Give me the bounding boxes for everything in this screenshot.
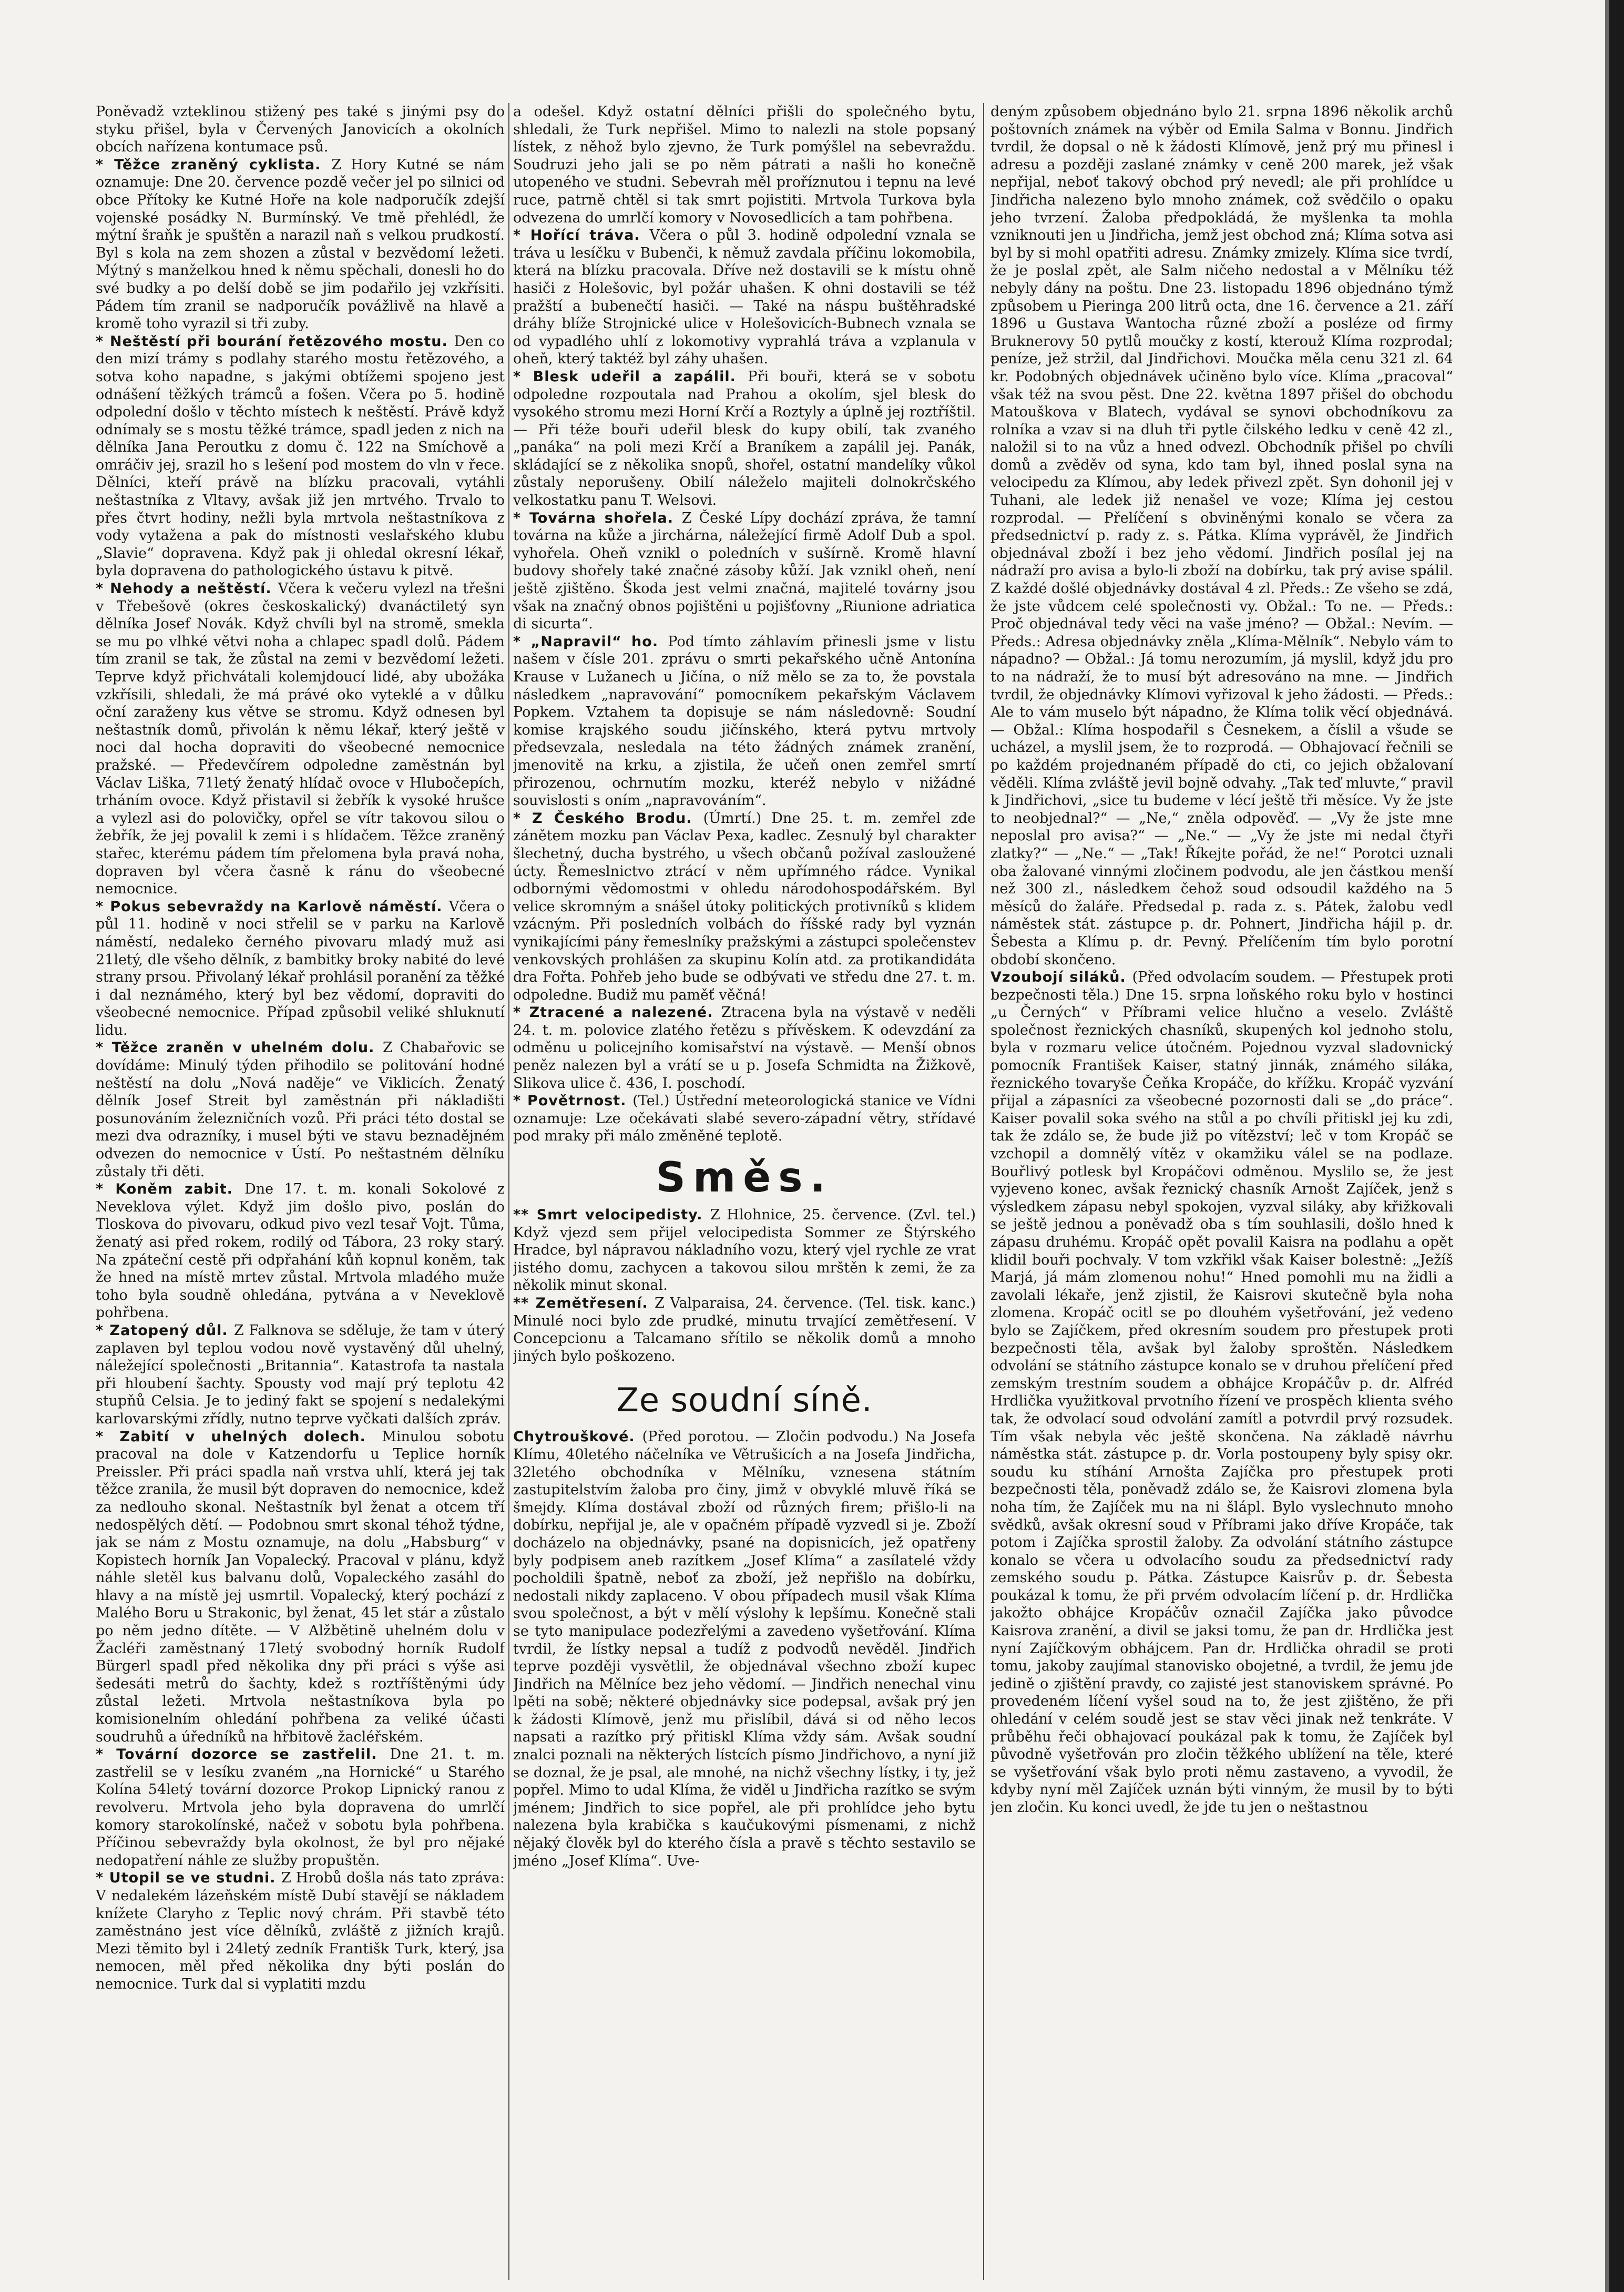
article-heading: * Továrna shořela.: [513, 510, 682, 526]
article-heading: Chytrouškové.: [513, 1429, 642, 1445]
article: [513, 1295, 976, 1365]
article-text: (Před odvolacím soudem. — Přestupek proti bezpečnosti těla.) Dne 15. srpna loňského roku bylo v hostinci „u Černých“ v Příbrami velice hlučno a veselo. Zvláště společnost řeznických chasníků, skupených kol jednoho stolu, byla v rozmaru velice útočném. Pojednou vyzval sladovnický pomocník František Kaiser, statný jinnák, známého siláka, řeznického tovaryše Čeňka Kropáče, do křížku. Kropáč vyzvání přijal a zápasníci za všeobecné pozornosti dali se „do práce“. Kaiser povalil soka svého na stůl a po chvíli přitiskl jej ku zdi, tak že zdálo se, že bude již po vítězství; leč v tom Kropáč se vzchopil a domnělý vítěz v okamžiku válel se na podlaze. Bouřlivý potlesk byl Kropáčovi odměnou. Myslilo se, že jest vyjeveno konec, avšak řeznický chasník Arnošt Zajíček, jenž s výsledkem zápasu nebyl spokojen, vyzval siláky, aby křižkovali se ještě jednou a poněvadž oba s tím souhlasili, došlo hned k zápasu druhému. Kropáč opět povalil Kaisra na podlahu a opět klidil bouři pochvaly. V tom vzkřikl však Kaiser bolestně: „Ježíš Marjá, já mám zlomenou nohu!“ Hned pomohli mu na židli a zavolali lékaře, jenž zjistil, že Kaisrovi skutečně byla noha zlomena. Kropáč ocitl se po dlouhém vyšetřování, jež vedeno bylo se Zajíčkem, před okresním soudem pro přestupek proti bezpečnosti těla, avšak byl žaloby sproštěn. Následkem odvolání se státního zástupce konalo se v druhou přelíčení před zemským trestním soudem a obhájce Kropáčův p. dr. Alfréd Hrdlička využitkoval prvotního řízení ve prospěch klienta svého tak, že odvolací soud odvolání zamítl a potvrdil prvý rozsudek. Tím však nebyla věc ještě skončena. Na základě návrhu náměstka stát. zástupce p. dr. Vorla postoupeny byly spisy okr. soudu ku stíhání Arnošta Zajíčka pro přestupek proti bezpečnosti těla, poněvadž zdálo se, že Kaisrovi zlomena byla noha tím, že Zajíček mu na ni šlápl. Bylo vyslechnuto mnoho svědků, avšak okresní soud v Příbrami jako dříve Kropáče, tak potom i Zajíčka sprostil žaloby. Za odvolání státního zástupce konalo se včera u odvolacího soudu za předsednictví rady zemského soudu p. Pátka. Zástupce Kaisrův p. dr. Šebesta poukázal k tomu, že při prvém odvolacím líčení p. dr. Hrdlička jakožto obhájce Kropáčův označil Zajíčka jako původce Kaisrova zranění, a divil se jaksi tomu, že pan dr. Hrdlička jest nyní Zajíčkovým obhájcem. Pan dr. Hrdlička ohradil se proti tomu, jakoby zaujímal stanovisko obojetné, a tvrdil, že jemu jde jedině o zjištění pravdy, co zajisté jest stanoviskem správné. Po provedeném líčení vyšel soud na to, že jest zjištěno, že při ohledání v celém soudě jest se stav věci jinak než tenkráte. V průběhu řeči obhajovací poukázal pak k tomu, že Zajíček byl původně vyšetřován pro zločin těžkého ublížení na těle, které se vyšetřování však bylo proti němu zastaveno, a vyvodil, že kdyby nyní měl Zajíček uznán býti vinným, že musil by to býti jen zločin. Ku konci uvedl, že jde tu jen o neštastnou: [990, 969, 1453, 1816]
article-text: Včera o půl 11. hodině v noci střelil se v parku na Karlově náměstí, nedaleko černého pivovaru mladý muž asi 21letý, dle všeho dělník, z bambitky broky nabité do levé strany prsou. Přivolaný lékař prohlásil poranění za těžké i dal neznámého, který byl bez vědomí, dopraviti do všeobecné nemocnice. Případ způsobil veliké shluknutí lidu.: [96, 898, 505, 1038]
article: [990, 103, 1453, 969]
article-text: Z Chabařovic se dovídáme: Minulý týden přihodilo se politování hodné neštěstí na dolu „Nová naděje“ ve Viklicích. Ženatý dělník Josef Streit byl zaměstnán při nákladišti posunováním železničních vozů. Při práci této dostal se mezi dva odrazníky, i musel býti ve stavu beznadějném odvezen do nemocnice v Ústí. Po neštastném dělníku zůstaly tři děti.: [96, 1040, 505, 1180]
article-heading: Vzoubojí siláků.: [990, 969, 1132, 986]
article-heading: * Blesk udeřil a zapálil.: [513, 368, 748, 385]
article-heading: * Ztracené a nalezené.: [513, 1004, 721, 1021]
article: [990, 969, 1453, 1817]
article-heading: ** Zemětřesení.: [513, 1295, 655, 1311]
article: [513, 1206, 976, 1295]
article: [513, 103, 976, 227]
article-heading: * Nehody a neštěstí.: [96, 580, 278, 597]
article-heading: * Těžce zraněný cyklista.: [96, 156, 332, 173]
article-text: Pod tímto záhlavím přinesli jsme v listu našem v čísle 201. zprávu o smrti pekařského učně Antonína Krause v Lužanech u Jičína, o níž mělo se za to, že povstala následkem „napravování“ pomocníkem pekařským Václavem Popkem. Vztahem ta dopisuje se nám následovně: Soudní komise krajského soudu jičínského, která pytvu mrtvoly předsevzala, nesledala na této žádných známek zranění, jmenovitě na krku, a zjistila, že učeň onen zemřel smrtí přirozenou, ochrnutím mozku, kteréž nebylo v nižádné souvislosti s oním „napravováním“.: [513, 633, 976, 809]
article-text: Ztracena byla na výstavě v neděli 24. t. m. polovice zlatého řetězu s přívěskem. K odevzdání za odměnu u policejního komisařství na výstavě. — Menší obnos peněz nalezen byl a vrátí se u p. Josefa Schmidta na Žižkově, Slikova ulice č. 436, I. poschodí.: [513, 1004, 976, 1092]
article: [513, 810, 976, 1004]
section-title: Ze soudní síně.: [616, 1381, 873, 1420]
article-text: (Tel.) Ústřední meteorologická stanice ve Vídni oznamuje: Lze očekávati slabé severo-západní větry, střídavé pod mraky při málo změněné teplotě.: [513, 1093, 976, 1145]
article-text: (Před porotou. — Zločin podvodu.) Na Josefa Klímu, 40letého náčelníka ve Větrušicích a na Josefa Jindřicha, 32letého obchodníka v Mělníku, vznesena státním zastupitelstvím žaloba pro činy, jimž v obvyklé mluvě říká se šmejdy. Klíma dostával zboží od různých firem; přišlo-li na dobírku, nepřijal je, ale v opačném případě vyzvedl si je. Zboží docházelo na objednávky, psané na dopisnicích, jež opatřeny byly podpisem aneb razítkem „Josef Klíma“ a zasílatelé vždy pocholdili špatně, neboť za zboží, jež nepřišlo na dobírku, nedostali nikdy zaplaceno. V obou případech musil však Klíma svou společnost, a být v mělí výslohy k lepšímu. Konečně stali se tyto manipulace podezřelými a zavedeno vyšetřování. Klíma tvrdil, že lístky nepsal a tudíž z podvodů nevěděl. Jindřich teprve později vysvětlil, že objednával všechno zboží kupec Jindřich na Mělníce bez jeho vědomí. — Jindřich nenechal vinu lpěti na sobě; některé objednávky sice podepsal, avšak prý jen k žádosti Klímově, jenž mu přislíbil, dává si od něho lecos napsati a razítko prý přitiskl Klíma vždy sám. Avšak soudní znalci poznali na některých lístcích písmo Jindřichovo, a nyní již se doznal, že je psal, ale mnohé, na nichž všechny lístky, i ty, jež popřel. Mimo to udal Klíma, že viděl u Jindřicha razítko se svým jménem; Jindřich to sice popřel, ale při prohlídce jeho bytu nalezena byla krabička s kaučukovými písmenami, z nichž nějaký člověk byl do kterého čísla a pravě s těchto sestavilo se jméno „Josef Klíma“. Uve-: [513, 1429, 976, 1869]
article-text: Včera o půl 3. hodině odpolední vznala se tráva u lesíčku v Bubenči, k němuž zavdala příčinu lokomobila, která na blízku pracovala. Dříve než dostavili se k místu ohně hasiči z Holešovic, byl požár uhašen. K ohni dostavili se též pražští a bubenečtí hasiči. — Také na náspu buštěhradské dráhy blíže Strojnické ulice v Holešovicích-Bubnech vznala se od vypadlého uhlí z lokomotivy vyprahlá tráva a vzplanula v oheň, který taktéž byl záhy uhašen.: [513, 227, 976, 368]
article-text: deným způsobem objednáno bylo 21. srpna 1896 několik archů poštovních známek na výběr od Emila Salma v Bonnu. Jindřich tvrdil, že dopsal o ně k žádosti Klímově, jenž prý mu přinesl i adresu a později zaslané známky v ceně 200 marek, jež však nepřijal, neboť takový obchod prý nevedl; ale při prohlídce u Jindřicha nalezeno bylo mnoho známek, což svědčilo o opaku jeho tvrzení. Žaloba předpokládá, že myšlenka ta mohla vzniknouti jen u Jindřicha, jemž jest obchod zná; Klíma sotva asi byl by si mohl opatřiti adresu. Známky zmizely. Klíma sice tvrdí, že je poslal zpět, ale Salm ničeho nedostal a v Mělníku též nebyly dány na poštu. Dne 23. listopadu 1896 objednáno týmž způsobem u Pieringa 200 litrů octa, dne 16. července a 21. září 1896 u Gustava Wantocha různé zboží a posléze od firmy Bruknerovy 50 pytlů moučky z kostí, kterouž Klíma rozprodal; peníze, jež stržil, dal Jindřichovi. Moučka měla cenu 321 zl. 64 kr. Podobných objednávek učiněno bylo více. Klíma „pracoval“ však též na svou pěst. Dne 22. května 1897 přišel do obchodu Matouškova v Blatech, vydával se synovi obchodníkovu za rolníka a vzav si na dluh tři pytle čilského ledku v ceně 42 zl., naložil si to na vůz a hned odvezl. Obchodník přišel po chvíli domů a zvěděv od syna, kdo tam byl, ihned poslal syna na velocipedu za Klímou, aby ledek přivezl zpět. Syn dohonil jej v Tuhani, ale ledek již nenašel ve voze; Klíma jej cestou rozprodal. — Přelíčení s obviněnými konalo se včera za předsednictví p. rady z. s. Pátka. Klíma vyprávěl, že Jindřich objednával zboží i bez jeho vědomí. Jindřich posílal jej na nádraží pro avisa a bylo-li zboží na dobírku, tak prý avise spálil. Z každé došlé objednávky dostával 4 zl. Předs.: Ze všeho se zdá, že jste vůdcem celé společnosti vy. Obžal.: To ne. — Předs.: Proč objednával tedy věci na vaše jméno? — Obžal.: Nevím. — Předs.: Adresa objednávky zněla „Klíma-Mělník“. Nebylo vám to nápadno? — Obžal.: Já tomu nerozumím, já myslil, když jdu pro to na nádraží, že to musí být adresováno na mne. — Jindřich tvrdil, že objednávky Klímovi vyřizoval k jeho žádosti. — Předs.: Ale to vám muselo být nápadno, že Klíma tolik věcí objednává. — Obžal.: Klíma hospodařil s Česnekem, a číslil a všude se ucházel, a myslil jsem, že to rozprodá. — Obhajovací řečnili se po každém projednaném případě do cti, co jejich obžalovaní věděli. Klíma zvláště jevil bojně odvahy. „Tak teď mluvte,“ pravil k Jindřichovi, „sice tu budeme v lécí ještě tři měsíce. Vy že jste to neobjednal?“ — „Ne,“ zněla odpověď. — „Vy že jste mne neposlal pro avisa?“ — „Ne.“ — „Vy že jste mi nedal čtyři zlatky?“ — „Ne.“ — „Tak! Říkejte pořád, že ne!“ Porotci uznali oba žalované vinnými zločinem podvodu, ale jen částkou menší než 300 zl., následkem čehož soud odsoudil každého na 5 měsíců do žaláře. Předsedal p. rada z. s. Pátek, žalobu vedl náměstek stát. zástupce p. dr. Pohnert, Jindřicha hájil p. dr. Šebesta a Klímu p. dr. Pevný. Přelíčením tím bylo porotní období skončeno.: [990, 104, 1453, 968]
article-text: Minulou sobotu pracoval na dole v Katzendorfu u Teplice horník Preissler. Při práci spadla naň vrstva uhlí, která jej tak těžce zranila, že musil být dopraven do nemocnice, kdež za nedlouho skonal. Neštastník byl ženat a otcem tří nedospělých dětí. — Podobnou smrt skonal téhož týdne, jak se nám z Mostu oznamuje, na dolu „Habsburg“ v Kopistech horník Jan Vopalecký. Pracoval v plánu, když náhle sletěl kus balvanu dolů, Vopaleckého zasáhl do hlavy a na místě jej usmrtil. Vopalecký, který pochází z Malého Boru u Strakonic, byl ženat, 45 let stár a zůstalo po něm jedno dítěte. — V Alžbětině uhelném dolu v Žacléři zaměstnaný 17letý svobodný horník Rudolf Bürgerl spadl před několika dny při práci s výše asi šedesáti metrů do šachty, kdež s roztříštěnými údy zůstal ležeti. Mrtvola neštastníkova byla po komisionelním ohledání pohřbena za veliké účasti soudruhů a úředníků na hřbitově žacléřském.: [96, 1428, 505, 1745]
article-text: (Úmrtí.) Dne 25. t. m. zemřel zde zánětem mozku pan Václav Pexa, kadlec. Zesnulý byl charakter šlechetný, ducha bystrého, u všech občanů požíval zasloužené úcty. Řemeslnictvo ztrácí v něm upřímného rádce. Vynikal odbornými vědomostmi v ohledu národohospodářském. Byl velice skromným a snášel útoky politických protivníků s klidem vzácným. Při posledních volbách do říšské rady byl vyznán vynikajícími pány řemeslníky pražskými a zástupci společenstev venkovských prohlášen za skupinu Kolín atd. za protikandidáta dra Fořta. Pohřeb jeho bude se odbývati ve středu dne 27. t. m. odpoledne. Budiž mu paměť věčná!: [513, 810, 976, 1003]
article: [513, 510, 976, 633]
article-text: Včera k večeru vylezl na třešni v Třebešově (okres českoskalický) dvanáctiletý syn dělníka Josef Novák. Když chvíli byl na stromě, smekla se mu po vlhké větvi noha a chlapec spadl dolů. Pádem tím zranil se tak, že zůstal na zemi v bezvědomí ležeti. Teprve když přichvátali kolemjdoucí lidé, aby ubožáka vzkřísili, shledali, že má právé oko vyteklé a v důlku oční zaraženy kus větve se stromu. Když odnesen byl neštastník domů, přivolán k němu lékař, který ještě v noci dal hocha dopraviti do všeobecné nemocnice pražské. — Předevčírem odpoledne zaměstnán byl Václav Liška, 71letý ženatý hlídač ovoce v Hlubočepích, trháním ovoce. Když přistavil si žebřík k vysoké hrušce a vylezl asi do polovičky, opřel se vítr takovou silou o žebřík, že jej povalil k zemi i s hlídačem. Těžce zraněný stařec, kterému pádem tím přelomena byla pravá noha, dopraven byl včera časně k ránu do všeobecné nemocnice.: [96, 580, 505, 898]
article-heading: * Pokus sebevraždy na Karlově náměstí.: [96, 898, 449, 915]
article-text: Dne 21. t. m. zastřelil se v lesíku zvaném „na Hornické“ u Starého Kolína 54letý tovární dozorce Prokop Lipnický ranou z revolveru. Mrtvola jeho byla dopravena do umrlčí komory starokolínské, načež v sobotu byla pohřbena. Příčinou sebevraždy byla okolnost, že byl pro nějaké nedopatření náhle ze služby propuštěn.: [96, 1746, 505, 1869]
article: [96, 1746, 505, 1869]
article-text: Z Falknova se sděluje, že tam v úterý zaplaven byl teplou vodou nově vystavěný důl uhelný, náležející společnosti „Britannia“. Katastrofa ta nastala při hloubení šachty. Spousty vod mají prý teplotu 42 stupňů Celsia. Je to jediný fakt se spojení s nedalekými karlovarskými zřídly, nutno teprve vyčkati dalších zpráv.: [96, 1322, 505, 1427]
article-heading: * Koněm zabit.: [96, 1181, 245, 1198]
article-heading: * Těžce zraněn v uhelném dolu.: [96, 1040, 383, 1056]
article-text: Z Hory Kutné se nám oznamuje: Dne 20. července pozdě večer jel po silnici od obce Přítoky ke Kutné Hoře na kole nadporučík zdejší vojenské posádky N. Burmínský. Ve tmě přehlédl, že mýtní šraňk je spuštěn a narazil naň s velkou prudkostí. Byl s kola na zem shozen a zůstal v bezvědomí ležeti. Mýtný s manželkou hned k němu spěchali, donesli ho do své budky a po delší době se jim podařilo jej vzkřísiti. Pádem tím zranil se nadporučík povážlivě na hlavě a kromě toho vyrazil si tři zuby.: [96, 156, 505, 332]
article: [96, 103, 505, 156]
article: [96, 156, 505, 333]
article-text: Z České Lípy dochází zpráva, že tamní továrna na kůže a jirchárna, náležející firmě Adolf Dub a spol. vyhořela. Oheň vznikl o poledních v sušírně. Kromě hlavní budovy shořely také značné zásoby kůží. Jak vznikl oheň, není ještě zjištěno. Škoda jest velmi značná, majitelé továrny jsou však na značný obnos pojištěni u pojišťovny „Riunione adriatica di sicurta“.: [513, 510, 976, 633]
page-edge-shadow: [1605, 0, 1609, 2292]
article-heading: * Utopil se ve studni.: [96, 1870, 282, 1887]
page-edge: [1609, 0, 1624, 2292]
article-text: Poněvadž vzteklinou stižený pes také s jinými psy do styku přišel, byla v Červených Janovicích a okolních obcích nařízena kontumace psů.: [96, 104, 505, 156]
article-heading: * Hořící tráva.: [513, 227, 650, 244]
article: [96, 898, 505, 1040]
column-3: [990, 103, 1453, 2280]
article-text: Dne 17. t. m. konali Sokolové z Neveklova výlet. Když jim došlo pivo, poslán do Tloskova do pivovaru, odkud pivo vezl tesař Vojt. Tůma, ženatý asi před rokem, rodilý od Tábora, 23 roky starý. Na zpáteční cestě při odpřahání kůň kopnul koněm, tak že hned na místě mrtev zůstal. Mrtvola mladého muže toho byla soudně ohledána, pytvána a v Neveklově pohřbena.: [96, 1181, 505, 1321]
article-heading: * Zabití v uhelných dolech.: [96, 1428, 382, 1445]
column-1: [96, 103, 505, 2280]
column-rule: [508, 103, 509, 2280]
article-text: Při bouři, která se v sobotu odpoledne rozpoutala nad Prahou a okolím, sjel blesk do vysokého stromu mezi Horní Krčí a Roztyly a úplně jej roztříštil. — Při téže bouři udeřil blesk do kupy obilí, tak zvaného „panáka“ na poli mezi Krčí a Braníkem a zapálil jej. Panák, skládající se z několika snopů, shořel, ostatní mandelíky vůkol zůstaly neporušeny. Obilí náleželo majiteli dolnokrčského velkostatku panu T. Welsovi.: [513, 368, 976, 509]
article: [513, 368, 976, 510]
article: [513, 1004, 976, 1092]
article: [513, 1092, 976, 1145]
article: [96, 333, 505, 580]
article: [96, 1322, 505, 1428]
article-text: Z Valparaisa, 24. července. (Tel. tisk. kanc.) Minulé noci bylo zde prudké, minutu trvající zemětřesení. V Concepcionu a Talcamano sřítilo se několik domů a mnoho jiných bylo poškozeno.: [513, 1295, 976, 1364]
article-heading: * „Napravil“ ho.: [513, 633, 668, 650]
article-text: Den co den mizí trámy s podlahy starého mostu řetězového, a sotva koho napadne, s jakými obtížemi spojeno jest odnášení těžkých trámců a fošen. Včera po 5. hodině odpolední došlo v těchto místech k neštěstí. Právě když odnímaly se s mostu těžké trámce, spadl jeden z nich na dělníka Jana Peroutku z domu č. 122 na Smíchově a omráčiv jej, srazil ho s lešení pod mostem do vln v řece. Dělníci, kteří právě na blízku pracovali, vytáhli neštastníka z Vltavy, avšak již jen mrtvého. Trvalo to přes čtvrt hodiny, nežli byla mrtvola neštastníkova z vody vytažena a pak do místnosti veslařského klubu „Slavie“ dopravena. Když pak ji ohledal okresní lékař, byla dopravena do pathologického ústavu k pitvě.: [96, 333, 505, 579]
article: [96, 1869, 505, 1993]
article-text: a odešel. Když ostatní dělníci přišli do společného bytu, shledali, že Turk nepřišel. Mimo to nalezli na stole popsaný lístek, z něhož bylo zjevno, že Turk pomýšlel na sebevraždu. Soudruzi jeho jali se po něm pátrati a našli ho konečně utopeného ve studni. Sebevrah měl proříznutou i tepnu na levé ruce, patrně chtěl si tak smrt pojistiti. Mrtvola Turkova byla odvezena do umrlčí komory v Novosedlicích a tam pohřbena.: [513, 104, 976, 226]
section-title: Směs.: [656, 1154, 833, 1202]
column-2: [513, 103, 976, 2280]
article-text: Z Hrobů došla nás tato zpráva: V nedalekém lázeňském místě Dubí stavějí se nákladem knížete Claryho z Teplic nový chrám. Při stavbě této zaměstnáno jest více dělníků, zvláště z jižních krajů. Mezi těmito byl i 24letý zedník Františk Turk, který, jsa nemocen, měl před několika dny býti poslán do nemocnice. Turk dal si vyplatiti mzdu: [96, 1870, 505, 1992]
article: [513, 227, 976, 368]
article-text: Z Hlohnice, 25. července. (Zvl. tel.) Když vjezd sem přijel velocipedista Sommer ze Štýrského Hradce, byl nápravou nákladního vozu, který vjel rychle ze vrat jistého domu, zachycen a takovou silou mrštěn k zemi, že za několik minut skonal.: [513, 1207, 976, 1294]
article: [96, 1180, 505, 1322]
article-heading: * Zatopený důl.: [96, 1322, 234, 1339]
article-heading: * Tovární dozorce se zastřelil.: [96, 1746, 390, 1763]
article: [96, 1039, 505, 1180]
column-rule: [983, 103, 984, 2280]
article-heading: * Neštěstí při bourání řetězového mostu.: [96, 333, 454, 350]
article-heading: * Povětrnost.: [513, 1093, 633, 1109]
article-heading: * Z Českého Brodu.: [513, 810, 703, 827]
article: [513, 1428, 976, 1870]
article: [96, 580, 505, 898]
article: [513, 633, 976, 810]
article-heading: ** Smrt velocipedisty.: [513, 1207, 710, 1224]
article: [96, 1428, 505, 1746]
